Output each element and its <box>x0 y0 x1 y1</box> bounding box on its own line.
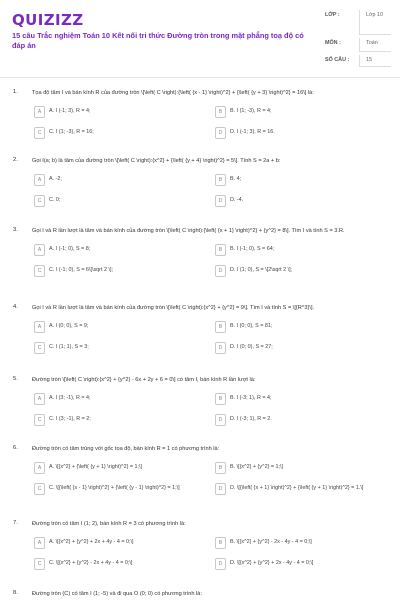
option-text: C. \[{x^2} + {y^2} - 2x + 4y - 4 = 0;\] <box>49 560 133 566</box>
answer-option-d[interactable] <box>215 342 393 354</box>
question-text: Đường tròn \[\left( C \right):{x^2} + {y^2} - 6x + 2y + 6 = 0\] có tâm I, bán kính R lần lượt là: <box>32 377 256 383</box>
option-text: A. \[{x^2} + {y^2} + 2x + 4y - 4 = 0;\] <box>49 539 134 545</box>
option-text: D. \[{\left( {x + 1} \right)^2} + {\left( {y + 1} \right)^2} = 1.\] <box>230 485 364 491</box>
answer-option-b[interactable] <box>215 462 393 474</box>
option-letter-box: D <box>215 127 226 139</box>
option-letter-box: A <box>34 537 45 549</box>
option-letter-box: B <box>215 393 226 405</box>
option-letter-box: C <box>34 342 45 354</box>
question-number: 4. <box>13 304 18 310</box>
answer-option-d[interactable] <box>215 195 393 207</box>
answer-option-c[interactable] <box>34 414 200 426</box>
question-number: 2. <box>13 157 18 163</box>
answer-option-b[interactable] <box>215 537 393 549</box>
option-text: D. I (-3; 1), R = 2. <box>230 416 272 422</box>
answer-option-a[interactable] <box>34 393 200 405</box>
option-letter-box: D <box>215 265 226 277</box>
option-letter-box: D <box>215 195 226 207</box>
question-text: Gọi I(a; b) là tâm của đường tròn \[\left( C \right):{x^2} + {\left( {y + 4} \right)^2} = 5\]. Tính S = 2a + b: <box>32 158 281 164</box>
meta-row-class: LỚP : Lớp 10 <box>325 10 391 35</box>
meta-count-value: 15 <box>359 55 391 67</box>
question-number: 7. <box>13 520 18 526</box>
option-text: B. \[{x^2} + {y^2} = 1;\] <box>230 464 284 470</box>
answer-option-a[interactable] <box>34 462 200 474</box>
question-number: 3. <box>13 227 18 233</box>
option-text: B. I (-1; 0), S = 64; <box>230 246 275 252</box>
worksheet-title: 15 câu Trắc nghiệm Toán 10 Kết nối tri thức Đường tròn trong mặt phẳng toạ độ có đáp án <box>12 31 304 50</box>
option-letter-box: A <box>34 393 45 405</box>
option-text: C. I (1; 1), S = 3; <box>49 344 89 350</box>
option-letter-box: B <box>215 462 226 474</box>
option-text: B. I (1; -3), R = 4; <box>230 108 272 114</box>
meta-class-value: Lớp 10 <box>359 10 391 35</box>
option-letter-box: C <box>34 414 45 426</box>
option-text: B. \[{x^2} + {y^2} - 2x - 4y - 4 = 0;\] <box>230 539 312 545</box>
question-number: 5. <box>13 376 18 382</box>
answer-option-a[interactable] <box>34 537 200 549</box>
option-letter-box: C <box>34 558 45 570</box>
option-letter-box: B <box>215 321 226 333</box>
answer-option-c[interactable] <box>34 342 200 354</box>
option-text: D. I (-1; 3), R = 16. <box>230 129 275 135</box>
question-number: 8. <box>13 590 18 596</box>
answer-option-a[interactable] <box>34 174 200 186</box>
answer-option-c[interactable] <box>34 265 200 277</box>
option-text: A. I (-1; 0), S = 8; <box>49 246 91 252</box>
option-letter-box: D <box>215 342 226 354</box>
option-letter-box: B <box>215 244 226 256</box>
option-letter-box: D <box>215 483 226 495</box>
option-letter-box: B <box>215 174 226 186</box>
option-text: C. I (1; -3), R = 16; <box>49 129 94 135</box>
option-letter-box: B <box>215 537 226 549</box>
option-letter-box: C <box>34 195 45 207</box>
answer-option-a[interactable] <box>34 244 200 256</box>
worksheet-meta <box>325 10 391 67</box>
option-letter-box: C <box>34 127 45 139</box>
option-letter-box: A <box>34 244 45 256</box>
option-text: B. I (0; 0), S = 81; <box>230 323 273 329</box>
question-text: Gọi I và R lần lượt là tâm và bán kính của đường tròn \[\left( C \right):{\left( {x + 1} \right)^2} + {y^2} = 8\]. Tìm I và tính S = 3.R. <box>32 228 345 234</box>
answer-option-c[interactable] <box>34 195 200 207</box>
answer-option-a[interactable] <box>34 106 200 118</box>
answer-option-b[interactable] <box>215 106 393 118</box>
option-letter-box: B <box>215 106 226 118</box>
option-letter-box: A <box>34 321 45 333</box>
question-number: 6. <box>13 445 18 451</box>
question-text: Đường tròn (C) có tâm I (1; -5) và đi qua O (0; 0) có phương trình là: <box>32 591 202 597</box>
option-text: B. 4; <box>230 176 242 182</box>
option-text: C. 0; <box>49 197 61 203</box>
option-text: D. \[{x^2} + {y^2} + 2x - 4y - 4 = 0;\] <box>230 560 314 566</box>
option-text: A. I (-1; 3), R = 4; <box>49 108 91 114</box>
answer-option-d[interactable] <box>215 558 393 570</box>
answer-option-b[interactable] <box>215 393 393 405</box>
question-text: Đường tròn có tâm I (1; 2), bán kính R = 3 có phương trình là: <box>32 521 186 527</box>
quizizz-logo: QUIZIZZ <box>12 11 84 29</box>
answer-option-b[interactable] <box>215 174 393 186</box>
question-text: Đường tròn có tâm trùng với gốc tọa độ, bán kính R = 1 có phương trình là: <box>32 446 220 452</box>
answer-option-d[interactable] <box>215 265 393 277</box>
option-text: A. \[{x^2} + {\left( {y + 1} \right)^2} = 1;\] <box>49 464 143 470</box>
answer-option-d[interactable] <box>215 414 393 426</box>
option-text: D. -4. <box>230 197 244 203</box>
meta-row-subject: MÔN : Toán <box>325 38 391 52</box>
option-letter-box: D <box>215 414 226 426</box>
option-letter-box: A <box>34 462 45 474</box>
meta-subject-value: Toán <box>359 38 391 52</box>
answer-option-b[interactable] <box>215 244 393 256</box>
option-text: B. I (-3; 1), R = 4; <box>230 395 272 401</box>
option-text: C. I (-1; 0), S = 6\[\sqrt 2 \]; <box>49 267 113 273</box>
header-divider <box>0 77 400 78</box>
answer-option-a[interactable] <box>34 321 200 333</box>
option-letter-box: C <box>34 265 45 277</box>
option-letter-box: A <box>34 106 45 118</box>
option-text: A. I (0; 0), S = 9; <box>49 323 89 329</box>
option-text: A. -2; <box>49 176 62 182</box>
question-number: 1. <box>13 89 18 95</box>
option-text: A. I (3; -1), R = 4; <box>49 395 91 401</box>
meta-row-count: SỐ CÂU : 15 <box>325 55 391 67</box>
answer-option-c[interactable] <box>34 483 200 495</box>
question-text: Gọi I và R lần lượt là tâm và bán kính của đường tròn \[\left( C \right):{x^2} + {y^2} = 9\]. Tìm I và tính S = \[{R^3}\]. <box>32 305 315 311</box>
option-text: C. I (3; -1), R = 2; <box>49 416 91 422</box>
option-letter-box: C <box>34 483 45 495</box>
question-text: Tọa độ tâm I và bán kính R của đường tròn \[\left( C \right):{\left( {x - 1} \right)^2} + {\left( {y + 3} \right)^2} = 16\] là: <box>32 90 314 96</box>
option-letter-box: A <box>34 174 45 186</box>
answer-option-c[interactable] <box>34 127 200 139</box>
option-text: D. I (1; 0), S = \[2\sqrt 2 \]; <box>230 267 293 273</box>
answer-option-c[interactable] <box>34 558 200 570</box>
answer-option-d[interactable] <box>215 483 393 495</box>
option-text: C. \[{\left( {x - 1} \right)^2} + {\left( {y - 1} \right)^2} = 1;\] <box>49 485 180 491</box>
option-letter-box: D <box>215 558 226 570</box>
answer-option-b[interactable] <box>215 321 393 333</box>
answer-option-d[interactable] <box>215 127 393 139</box>
option-text: D. I (0; 0), S = 27; <box>230 344 273 350</box>
